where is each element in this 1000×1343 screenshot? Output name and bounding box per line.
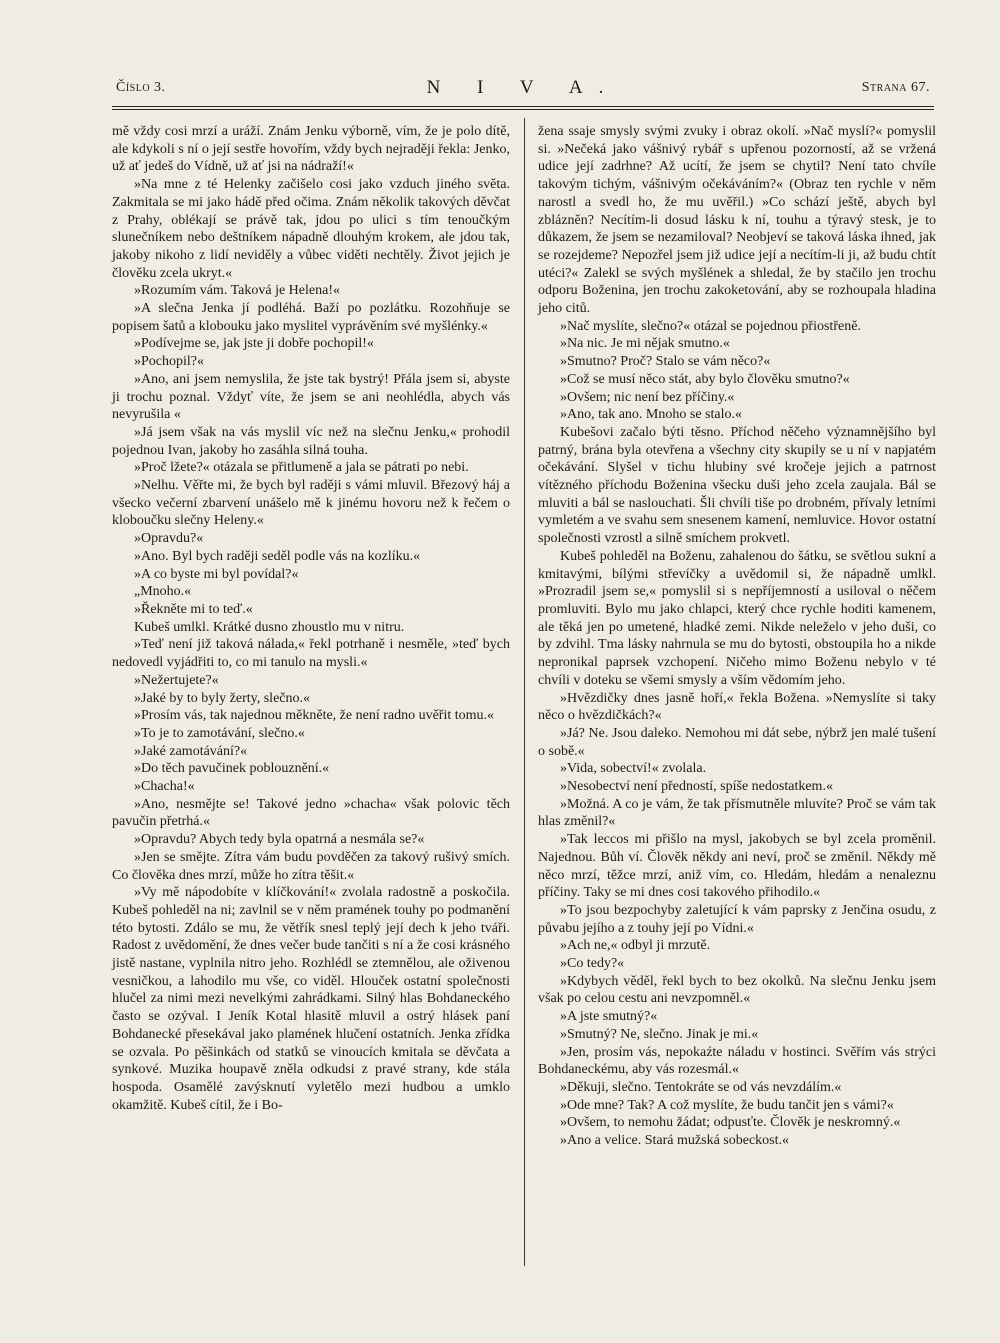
paragraph: »Kdybych věděl, řekl bych to bez okolků. Na slečnu Jenku jsem však po celou cestu ani nevzpomněl.« bbox=[538, 973, 936, 1007]
paragraph: »Ano. Byl bych raději seděl podle vás na kozlíku.« bbox=[134, 548, 421, 564]
paragraph: »Ano, ani jsem nemyslila, že jste tak bystrý! Přála jsem si, abyste ji trochu poznal. Vždyť víte, že jsem se ani neohlédla, abych vás nevyrušila « bbox=[112, 371, 510, 423]
paragraph: »A co byste mi byl povídal?« bbox=[134, 566, 299, 582]
paragraph: „Mnoho.« bbox=[134, 584, 192, 600]
paragraph: »Opravdu?« bbox=[134, 531, 204, 547]
page-number: Strana 67. bbox=[861, 80, 930, 95]
paragraph: »Nač myslíte, slečno?« otázal se pojednou přiostřeně. bbox=[560, 318, 861, 334]
paragraph: mě vždy cosi mrzí a uráží. Znám Jenku výborně, vím, že je polo dítě, ale kdykoli s ní o její sestře hovořím, vždy bych nejraději řekla: Jenko, už ať jedeš do Vídně, už ať jsi na nádraží!« bbox=[112, 124, 510, 175]
paragraph: »Teď není již taková nálada,« řekl potrhaně i nesměle, »teď bych nedovedl vyjádřiti to, co mi tanulo na mysli.« bbox=[112, 637, 510, 671]
paragraph: »Smutno? Proč? Stalo se vám něco?« bbox=[560, 354, 771, 370]
paragraph: »Opravdu? Abych tedy byla opatrná a nesmála se?« bbox=[134, 832, 425, 848]
paragraph: Kubeš umlkl. Krátké dusno zhoustlo mu v nitru. bbox=[134, 619, 405, 635]
paragraph: »Ach ne,« odbyl ji mrzutě. bbox=[560, 938, 711, 954]
paragraph: »Ano, tak ano. Mnoho se stalo.« bbox=[560, 407, 742, 423]
paragraph: »Jaké by to byly žerty, slečno.« bbox=[134, 690, 310, 706]
column-divider bbox=[524, 118, 525, 1266]
paragraph: »A slečna Jenka jí podléhá. Baží po pozlátku. Rozohňuje se popisem šatů a klobouku jako myslitel vyprávěním své myšlénky.« bbox=[112, 301, 510, 334]
header-rule-top bbox=[112, 106, 934, 107]
paragraph: »Na nic. Je mi nějak smutno.« bbox=[560, 336, 730, 352]
paragraph: »Ano a velice. Stará mužská sobeckost.« bbox=[560, 1133, 789, 1149]
paragraph: »Prosím vás, tak najednou měkněte, že není radno uvěřit tomu.« bbox=[134, 708, 495, 724]
paragraph: »Možná. A co je vám, že tak přísmutněle mluvíte? Proč se vám tak hlas změnil?« bbox=[538, 796, 936, 830]
left-column bbox=[112, 123, 510, 1114]
paragraph: »Nesobectví není předností, spíše nedostatkem.« bbox=[560, 779, 833, 795]
paragraph: »Ovšem; nic není bez příčiny.« bbox=[560, 389, 735, 405]
paragraph: »Hvězdičky dnes jasně hoří,« řekla Božena. »Nemyslíte si taky něco o hvězdičkách?« bbox=[538, 690, 936, 724]
right-column bbox=[538, 123, 936, 1150]
paragraph: Kubešovi začalo býti těsno. Příchod něčeho významnějšího byl patrný, brána byla otevřena a všechny city skupily se u ní v napjatém očekávání. Slyšel v tichu hlubiny své kročeje jejich a patrnost vítězného příchodu Boženina všecku duši jeho zcela zaujala. Bál se mluviti a bál se naslouchati. Šli chvíli tiše po drobném, přívaly letními vymletém a ve svahu sem snesenem kamení, nemluvice. Hovor ostatní společnosti vzrostl a silně smíchem prokvetl. bbox=[538, 424, 936, 547]
paragraph: »Já? Ne. Jsou daleko. Nemohou mi dát sebe, nýbrž jen malé tušení o sobě.« bbox=[538, 725, 936, 759]
paragraph: »Nežertujete?« bbox=[134, 672, 219, 688]
paragraph: »Chacha!« bbox=[134, 779, 195, 795]
paragraph: »Ode mne? Tak? A což myslíte, že budu tančit jen s vámi?« bbox=[560, 1097, 894, 1113]
paragraph: »Proč lžete?« otázala se přitlumeně a jala se pátrati po nebi. bbox=[134, 460, 469, 476]
paragraph: »A jste smutný?« bbox=[560, 1009, 658, 1025]
paragraph: »Do těch pavučinek poblouznění.« bbox=[134, 761, 330, 777]
paragraph: »Což se musí něco stát, aby bylo člověku smutno?« bbox=[560, 371, 850, 387]
paragraph: »Děkuji, slečno. Tentokráte se od vás nevzdálím.« bbox=[560, 1079, 842, 1095]
paragraph: »To jsou bezpochyby zaletující k vám paprsky z Jenčina osudu, z půvabu jejího a z touhy její po Vídni.« bbox=[538, 902, 936, 936]
paragraph: žena ssaje smysly svými zvuky i obraz okolí. »Nač myslí?« pomyslil si. »Nečeká jako vášnivý rybář s upřenou pozorností, až se vržená udice její zadrhne? Až ucítí, že jsem se chytil? Není tato chvíle takovým tichým, vášnivým očekáváním?« (Obraz ten rychle v něm narostl a svedl ho, že mu uvěřil.) »Co schází ještě, abych byl zblázněn? Necítím-li dosud lásku k ní, touhu a týravý stesk, je to důkazem, že jsem se nezamiloval? Neobjeví se taková láska ihned, jak se rozejdeme? Nepozřel jsem již udice její a necítím-li ji, až budu chtít utéci?« Zalekl se svých myšlének a shledal, že by stačilo jen trochu odporu Boženina, jen trochu zakoketování, aby se rozhoupala hladina jeho citů. bbox=[538, 124, 936, 317]
paragraph: »Smutný? Ne, slečno. Jinak je mi.« bbox=[560, 1026, 759, 1042]
paragraph: »Ovšem, to nemohu žádat; odpusťte. Člověk je neskromný.« bbox=[560, 1115, 901, 1131]
header-rule-bottom bbox=[112, 109, 934, 110]
paragraph: »To je to zamotávání, slečno.« bbox=[134, 725, 305, 741]
paragraph: »Já jsem však na vás myslil víc než na slečnu Jenku,« prohodil pojednou Ivan, jakoby ho zasáhla silná touha. bbox=[112, 424, 510, 458]
periodical-title: N I V A. bbox=[426, 77, 620, 98]
page-header bbox=[112, 77, 934, 106]
paragraph: »Pochopil?« bbox=[134, 354, 204, 370]
issue-number: Číslo 3. bbox=[116, 80, 166, 95]
paragraph: »Vy mě nápodobíte v klíčkování!« zvolala radostně a poskočila. Kubeš pohleděl na ni; zavlnil se v něm pramének touhy po podmanění této bytosti. Zdálo se mu, že větřík snesl teplý její dech k jeho tváři. Radost z uvědomění, že dnes večer bude tančiti s ní a že cosi krásného jistě nastane, vyplnila nitro jeho. Rozhlédl se ztemnělou, ale oživenou vesničkou, a lahodilo mu vše, co viděl. Hlouček ostatní společnosti hlučel za nimi mezi nevelkými zahrádkami. Silný hlas Bohdaneckého často se ozýval. I Jeník Kotal hlasitě mluvil a ostrý hlásek paní Bohdanecké přesekával jako plamének hlučení ostatních. Jenka zřídka se ozvala. Po pěšinkách od statků se vinoucích kmitala se děvčata a synkové. Muzika houpavě zněla odkudsi z pravé strany, kde stála hospoda. Osamělé zavýsknutí vyletělo mezi hudbou a umklo okamžitě. Kubeš cítil, že i Bo- bbox=[112, 885, 510, 1113]
paragraph: »Podívejme se, jak jste ji dobře pochopil!« bbox=[134, 336, 374, 352]
paragraph: »Tak leccos mi přišlo na mysl, jakobych se byl zcela proměnil. Najednou. Bůh ví. Člověk někdy ani neví, proč se změnil. Někdy mě něco mrzí, těžce mrzí, aniž vím, co. Hledám, hledám a nenaleznu příčiny. Taky se mi dnes cosi takového přihodilo.« bbox=[538, 832, 936, 901]
paragraph: »Jen, prosím vás, nepokaźte náladu v hostinci. Svěřím vás strýci Bohdaneckému, aby vás rozesmál.« bbox=[538, 1044, 936, 1078]
paragraph: »Řekněte mi to teď.« bbox=[134, 601, 253, 617]
paragraph: »Rozumím vám. Taková je Helena!« bbox=[134, 283, 340, 299]
paragraph: »Ano, nesmějte se! Takové jedno »chacha« však polovic těch pavučin přetrhá.« bbox=[112, 796, 510, 830]
paragraph: »Jaké zamotávání?« bbox=[134, 743, 248, 759]
paragraph: »Nelhu. Věřte mi, že bych byl raději s vámi mluvil. Březový háj a všecko večerní zbarvení unášelo mě k jinému hovoru než k řečem o kloboučku slečny Heleny.« bbox=[112, 478, 510, 529]
paragraph: »Vida, sobectví!« zvolala. bbox=[560, 761, 707, 777]
paragraph: »Jen se smějte. Zítra vám budu povděčen za takový rušivý smích. Co člověka dnes mrzí, může ho zítra těšit.« bbox=[112, 849, 510, 883]
paragraph: »Co tedy?« bbox=[560, 956, 625, 972]
paragraph: »Na mne z té Helenky začišelo cosi jako vzduch jiného světa. Zakmitala se mi jako hádě před očima. Znám několik takových děvčat z Prahy, oblékají se právě tak, jdou po ulici s tím tenoučkým slunečníkem nebo deštníkem nápadně dlouhým krokem, ale jdou tak, jakoby nikoho z lidí neviděly a vůbec viděti nechtěly. Život jejich je člověku zcela ukryt.« bbox=[112, 177, 510, 281]
paragraph: Kubeš pohleděl na Boženu, zahalenou do šátku, se světlou sukní a kmitavými, bílými střevíčky a uvědomil si, že nápadně umlkl. »Prozradil jsem se,« pomyslil si s nepříjemností a usiloval o něčem promluviti. Bylo mu jako chlapci, který chce rychle hoditi kamenem, ale těká jen po umetené, hladké zemi. Nikde neleželo v jeho duši, co by zdvihl. Tma lásky nahrnula se mu do bytosti, obstoupila ho a nikde nepronikal paprsek vzchopení. Ničeho mimo Boženu nebylo v té chvíli v doteku se všemi smysly a vším vědomím jeho. bbox=[538, 548, 936, 688]
